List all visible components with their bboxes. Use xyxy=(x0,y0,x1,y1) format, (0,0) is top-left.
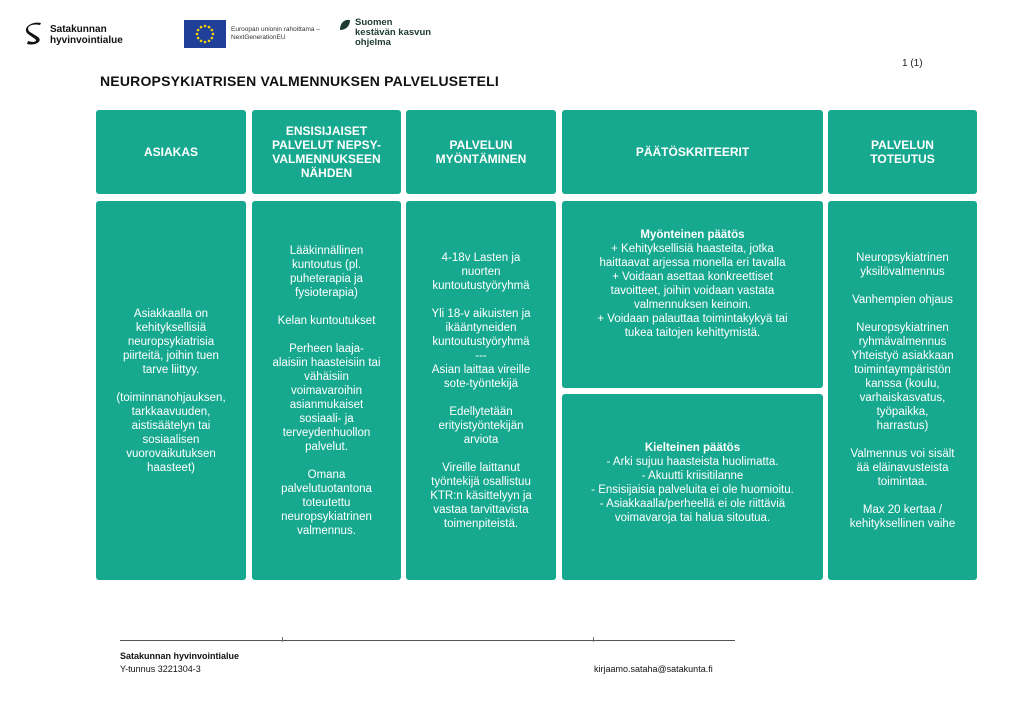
text-line: sote-työntekijä xyxy=(443,377,519,390)
text-line: nuorten xyxy=(461,265,501,278)
text-line: Neuropsykiatrinen xyxy=(856,251,949,264)
text-line: kuntoutustyöryhmä xyxy=(432,335,530,348)
header-myontaminen xyxy=(406,110,556,194)
text-line: - Asiakkaalla/perheellä ei ole riittäviä xyxy=(599,498,786,510)
text-line: Asiakkaalla on xyxy=(133,307,209,320)
text-line: sosiaalisen xyxy=(142,433,200,446)
text-line: Perheen laaja- xyxy=(289,342,364,355)
text-line: --- xyxy=(475,349,487,362)
org-logo-line2: hyvinvointialue xyxy=(50,35,123,46)
text-line: Asian laittaa vireille xyxy=(431,363,531,376)
eu-funding-text xyxy=(231,26,331,43)
text-line: tarve liittyy. xyxy=(142,363,200,376)
header-line: PÄÄTÖSKRITEERIT xyxy=(635,145,750,159)
text-line: kehityksellisiä xyxy=(135,321,207,334)
text-line: arviota xyxy=(463,433,499,446)
document-title: NEUROPSYKIATRISEN VALMENNUKSEN PALVELUSETELI xyxy=(100,73,500,89)
text-line: ryhmävalmennus xyxy=(858,335,947,348)
sustainable-growth-logo xyxy=(338,18,431,48)
text-line: terveydenhuollon xyxy=(282,426,371,439)
text-line: Yhteistyö asiakkaan xyxy=(851,349,954,362)
header-toteutus xyxy=(828,110,977,194)
text-line: Vireille laittanut xyxy=(442,461,520,474)
header-line: ENSISIJAISET xyxy=(285,124,368,138)
eu-flag-icon xyxy=(184,20,226,48)
header-line: PALVELUN xyxy=(449,138,513,152)
text-line: neuropsykiatrinen xyxy=(281,510,372,523)
cell-toteutus xyxy=(828,201,977,580)
text-line: toimenpiteistä. xyxy=(443,517,519,530)
text-line: - Akuutti kriisitilanne xyxy=(641,470,744,482)
text-line: valmennuksen keinoin. xyxy=(633,299,751,311)
text-line: kuntoutus (pl. xyxy=(291,258,362,271)
text-line: - Ensisijaisia palveluita ei ole huomioitu. xyxy=(591,484,794,496)
sk-line1: Suomen xyxy=(355,17,393,28)
text-line: harrastus) xyxy=(876,419,929,432)
header-line: VALMENNUKSEEN xyxy=(272,152,381,166)
footer-divider xyxy=(120,640,735,641)
text-line: yksilövalmennus xyxy=(860,265,945,278)
eu-funding-logo xyxy=(184,20,331,48)
text-line: Edellytetään xyxy=(449,405,513,418)
text-line: vuorovaikutuksen xyxy=(126,447,216,460)
text-line: + Kehityksellisiä haasteita, jotka xyxy=(611,243,774,255)
text-line: vähäisiin xyxy=(304,370,349,383)
header-asiakas xyxy=(96,110,246,194)
decision-heading: Kielteinen päätös xyxy=(644,442,741,454)
text-line: tavoitteet, joihin voidaan vastata xyxy=(610,285,775,297)
text-line: puheterapia ja xyxy=(290,272,363,285)
cell-ensisijaiset xyxy=(252,201,401,580)
page-number: 1 (1) xyxy=(902,58,923,69)
text-line: piirteitä, joihin tuen xyxy=(123,349,219,362)
footer-business-id: Y-tunnus 3221304-3 xyxy=(120,664,201,674)
header-line: TOTEUTUS xyxy=(870,152,935,166)
header-line: PALVELUT NEPSY- xyxy=(272,138,381,152)
text-line: + Voidaan asettaa konkreettiset xyxy=(612,271,773,283)
org-logo-line1: Satakunnan xyxy=(50,24,107,35)
text-line: toteutettu xyxy=(302,496,351,509)
text-line: haasteet) xyxy=(147,461,195,474)
text-line: tukea taitojen kehittymistä. xyxy=(624,327,761,339)
text-line: haittaavat arjessa monella eri tavalla xyxy=(599,257,786,269)
text-line: kuntoutustyöryhmä xyxy=(432,279,530,292)
text-line: Lääkinnällinen xyxy=(289,244,364,257)
text-line: asianmukaiset xyxy=(289,398,364,411)
text-line: vastaa tarvittavista xyxy=(433,503,529,516)
text-line: (toiminnanohjauksen, xyxy=(116,391,226,404)
text-line: työpaikka, xyxy=(876,405,929,418)
text-line: Vanhempien ohjaus xyxy=(852,293,953,306)
text-line: - Arki sujuu haasteista huolimatta. xyxy=(606,456,779,468)
text-line: Yli 18-v aikuisten ja xyxy=(431,307,531,320)
footer-tick xyxy=(593,637,594,642)
text-line: palvelutuotantona xyxy=(281,482,372,495)
text-line: toimintaympäristön xyxy=(854,363,951,376)
organization-logo xyxy=(24,22,123,48)
text-line: ikääntyneiden xyxy=(445,321,517,334)
text-line: valmennus. xyxy=(297,524,356,537)
text-line: alaisiin haasteisiin tai xyxy=(272,356,381,369)
text-line: työntekijä osallistuu xyxy=(431,475,531,488)
text-line: Neuropsykiatrinen xyxy=(856,321,949,334)
text-line: sosiaali- ja xyxy=(299,412,354,425)
text-line: Omana xyxy=(307,468,346,481)
text-line: Max 20 kertaa / xyxy=(862,503,943,516)
header-paatoskriteerit xyxy=(562,110,823,194)
eu-line2: NextGenerationEU xyxy=(231,34,286,41)
text-line: tarkkaavuuden, xyxy=(131,405,211,418)
satakunta-s-icon xyxy=(24,22,44,48)
text-line: aistisäätelyn tai xyxy=(131,419,211,432)
cell-asiakas xyxy=(96,201,246,580)
text-line: ää eläinavusteista xyxy=(856,461,949,474)
text-line: voimavaroja tai halua sitoutua. xyxy=(614,512,771,524)
header-line: PALVELUN xyxy=(871,138,934,152)
text-line: palvelut. xyxy=(305,440,348,453)
text-line: kehityksellinen vaihe xyxy=(849,517,956,530)
cell-kielteinen-paatos xyxy=(562,394,823,580)
sk-line2: kestävän kasvun xyxy=(355,27,432,38)
text-line: kanssa (koulu, xyxy=(865,377,940,390)
text-line: erityistyöntekijän xyxy=(438,419,524,432)
organization-logo-text xyxy=(50,24,123,46)
leaf-icon xyxy=(338,18,352,32)
header-ensisijaiset xyxy=(252,110,401,194)
text-line: Valmennus voi sisält xyxy=(850,447,955,460)
eu-line1: Euroopan unionin rahoittama – xyxy=(231,25,320,33)
decision-heading: Myönteinen päätös xyxy=(640,229,745,241)
text-line: neuropsykiatrisia xyxy=(127,335,215,348)
footer-organization: Satakunnan hyvinvointialue xyxy=(120,651,240,661)
footer-email: kirjaamo.sataha@satakunta.fi xyxy=(594,664,713,674)
cell-myonteinen-paatos xyxy=(562,201,823,388)
sustainable-growth-text xyxy=(355,18,431,48)
text-line: toimintaa. xyxy=(877,475,928,488)
text-line: Kelan kuntoutukset xyxy=(277,314,376,327)
text-line: 4-18v Lasten ja xyxy=(441,251,521,264)
header-line: MYÖNTÄMINEN xyxy=(435,152,527,166)
text-line: KTR:n käsittelyyn ja xyxy=(430,489,532,502)
sk-line3: ohjelma xyxy=(355,37,391,48)
footer-tick xyxy=(282,637,283,642)
text-line: varhaiskasvatus, xyxy=(859,391,946,404)
cell-myontaminen xyxy=(406,201,556,580)
text-line: voimavaroihin xyxy=(291,384,362,397)
header-line: ASIAKAS xyxy=(143,145,198,159)
text-line: fysioterapia) xyxy=(295,286,358,299)
text-line: + Voidaan palauttaa toimintakykyä tai xyxy=(597,313,788,325)
header-line: NÄHDEN xyxy=(300,166,353,180)
